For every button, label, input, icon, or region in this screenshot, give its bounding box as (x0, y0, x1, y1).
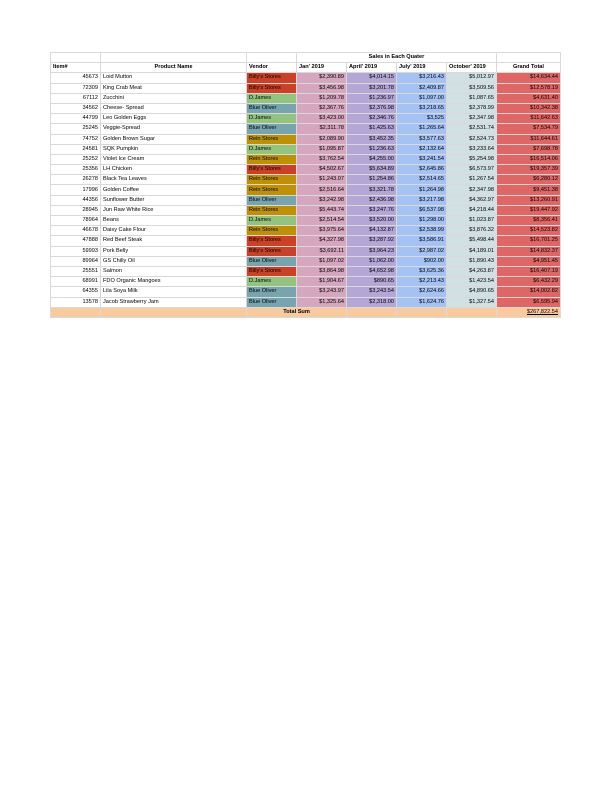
cell-product: Sunflower Butter (101, 195, 247, 205)
table-row (51, 103, 561, 113)
group-header-row (51, 53, 561, 63)
cell-item: 26278 (51, 175, 101, 185)
cell-q4: $4,362.97 (447, 195, 497, 205)
cell-q2: $3,287.92 (347, 236, 397, 246)
cell-q1: $2,367.76 (297, 103, 347, 113)
cell-q4: $2,347.98 (447, 114, 497, 124)
cell-product: Red Beef Steak (101, 236, 247, 246)
cell-total: $8,356.41 (497, 216, 561, 226)
cell-total: $13,260.91 (497, 195, 561, 205)
table-row (51, 154, 561, 164)
cell-q1: $2,390.89 (297, 73, 347, 83)
cell-product: Lila Soya Milk (101, 287, 247, 297)
cell-q3: $3,217.98 (397, 195, 447, 205)
cell-vendor: Billy's Stores (247, 83, 297, 93)
cell-total: $6,432.29 (497, 277, 561, 287)
cell-q3: $2,514.65 (397, 175, 447, 185)
cell-vendor: Billy's Stores (247, 266, 297, 276)
cell-total: $9,451.38 (497, 185, 561, 195)
cell-vendor: Billy's Stores (247, 246, 297, 256)
cell-total: $14,832.37 (497, 246, 561, 256)
cell-q2: $1,254.86 (347, 175, 397, 185)
cell-q4: $1,327.54 (447, 297, 497, 307)
cell-q4: $4,218.44 (447, 205, 497, 215)
cell-vendor: Billy's Stores (247, 73, 297, 83)
cell-q4: $3,876.32 (447, 226, 497, 236)
cell-total: $14,634.44 (497, 73, 561, 83)
cell-q2: $1,236.97 (347, 93, 397, 103)
table-row (51, 277, 561, 287)
header-total: Grand Total (497, 63, 561, 73)
cell-q2: $3,243.54 (347, 287, 397, 297)
cell-q3: $3,216.43 (397, 73, 447, 83)
cell-q2: $1,425.63 (347, 124, 397, 134)
cell-q2: $2,318.00 (347, 297, 397, 307)
cell-item: 46678 (51, 226, 101, 236)
table-row (51, 216, 561, 226)
cell-q3: $1,265.64 (397, 124, 447, 134)
table-row (51, 185, 561, 195)
cell-q3: $2,987.02 (397, 246, 447, 256)
cell-q1: $3,456.98 (297, 83, 347, 93)
cell-q4: $2,347.98 (447, 185, 497, 195)
cell-product: LH Chicken (101, 165, 247, 175)
cell-q1: $1,243.07 (297, 175, 347, 185)
cell-item: 45673 (51, 73, 101, 83)
cell-q4: $5,498.44 (447, 236, 497, 246)
cell-q4: $1,267.54 (447, 175, 497, 185)
table-row (51, 195, 561, 205)
cell-item: 78964 (51, 216, 101, 226)
cell-vendor: Blue Oliver (247, 287, 297, 297)
cell-product: Salmon (101, 266, 247, 276)
cell-total: $19,447.92 (497, 205, 561, 215)
cell-vendor: D.James (247, 144, 297, 154)
cell-q3: $1,264.98 (397, 185, 447, 195)
cell-vendor: D.James (247, 277, 297, 287)
cell-q1: $5,443.74 (297, 205, 347, 215)
cell-q1: $3,423.00 (297, 114, 347, 124)
header-q4: October' 2019 (447, 63, 497, 73)
cell-vendor: Billy's Stores (247, 236, 297, 246)
cell-q2: $3,520.00 (347, 216, 397, 226)
cell-q4: $6,573.97 (447, 165, 497, 175)
cell-q4: $5,012.97 (447, 73, 497, 83)
cell-q4: $2,524.73 (447, 134, 497, 144)
cell-total: $16,701.25 (497, 236, 561, 246)
cell-item: 25551 (51, 266, 101, 276)
cell-product: SQK Pumpkin (101, 144, 247, 154)
table-row (51, 83, 561, 93)
table-row (51, 124, 561, 134)
cell-q3: $6,537.98 (397, 205, 447, 215)
cell-product: Loid Mutton (101, 73, 247, 83)
cell-q2: $3,247.76 (347, 205, 397, 215)
cell-q4: $2,378.99 (447, 103, 497, 113)
table-row (51, 165, 561, 175)
table-row (51, 246, 561, 256)
cell-item: 67112 (51, 93, 101, 103)
cell-total: $7,698.78 (497, 144, 561, 154)
cell-q3: $3,241.54 (397, 154, 447, 164)
cell-product: Black Tea Leaves (101, 175, 247, 185)
cell-vendor: Rein Stores (247, 205, 297, 215)
cell-vendor: Rein Stores (247, 134, 297, 144)
cell-q1: $3,692.11 (297, 246, 347, 256)
cell-q4: $1,087.65 (447, 93, 497, 103)
cell-total: $7,534.79 (497, 124, 561, 134)
total-row (51, 307, 561, 317)
cell-q3: $2,645.86 (397, 165, 447, 175)
cell-q3: $902.00 (397, 256, 447, 266)
cell-item: 25356 (51, 165, 101, 175)
cell-q3: $3,577.63 (397, 134, 447, 144)
cell-q2: $2,346.76 (347, 114, 397, 124)
header-q2: April' 2019 (347, 63, 397, 73)
cell-item: 74752 (51, 134, 101, 144)
cell-total: $14,002.82 (497, 287, 561, 297)
cell-q2: $4,652.98 (347, 266, 397, 276)
cell-q2: $3,452.35 (347, 134, 397, 144)
table-row (51, 144, 561, 154)
cell-q2: $2,376.98 (347, 103, 397, 113)
cell-q2: $890.65 (347, 277, 397, 287)
table-row (51, 114, 561, 124)
cell-product: Golden Brown Sugar (101, 134, 247, 144)
cell-q1: $1,095.87 (297, 144, 347, 154)
cell-q2: $4,255.00 (347, 154, 397, 164)
cell-vendor: Blue Oliver (247, 195, 297, 205)
cell-product: FDO Organic Mangoes (101, 277, 247, 287)
cell-vendor: Blue Oliver (247, 256, 297, 266)
cell-total: $4,631.40 (497, 93, 561, 103)
cell-product: Cheese- Spread (101, 103, 247, 113)
cell-item: 64355 (51, 287, 101, 297)
cell-total: $12,578.19 (497, 83, 561, 93)
header-vendor: Vendor (247, 63, 297, 73)
cell-q2: $5,634.89 (347, 165, 397, 175)
cell-total: $6,595.94 (497, 297, 561, 307)
cell-q4: $4,890.65 (447, 287, 497, 297)
cell-product: King Crab Meat (101, 83, 247, 93)
total-value: $267,822.54 (497, 307, 561, 317)
table-row (51, 175, 561, 185)
cell-q1: $1,209.78 (297, 93, 347, 103)
cell-q1: $3,975.64 (297, 226, 347, 236)
cell-q1: $2,516.64 (297, 185, 347, 195)
cell-total: $16,407.19 (497, 266, 561, 276)
cell-q3: $3,625.36 (397, 266, 447, 276)
cell-q1: $1,904.67 (297, 277, 347, 287)
cell-vendor: Rein Stores (247, 185, 297, 195)
cell-item: 34562 (51, 103, 101, 113)
cell-product: Golden Coffee (101, 185, 247, 195)
sales-table (50, 52, 561, 318)
cell-vendor: Rein Stores (247, 175, 297, 185)
cell-q3: $1,298.00 (397, 216, 447, 226)
cell-q4: $1,890.43 (447, 256, 497, 266)
cell-q2: $4,132.87 (347, 226, 397, 236)
cell-product: Zucchini (101, 93, 247, 103)
cell-total: $11,644.61 (497, 134, 561, 144)
cell-q2: $3,964.23 (347, 246, 397, 256)
cell-q2: $2,436.98 (347, 195, 397, 205)
cell-q4: $5,254.98 (447, 154, 497, 164)
group-header: Sales in Each Quater (297, 53, 497, 63)
cell-q2: $1,236.63 (347, 144, 397, 154)
cell-item: 89964 (51, 256, 101, 266)
table-row (51, 266, 561, 276)
cell-q1: $1,325.64 (297, 297, 347, 307)
cell-product: Veggie-Spread (101, 124, 247, 134)
cell-q2: $3,201.78 (347, 83, 397, 93)
cell-q1: $4,327.98 (297, 236, 347, 246)
table-row (51, 134, 561, 144)
table-row (51, 287, 561, 297)
header-item: Item# (51, 63, 101, 73)
table-row (51, 93, 561, 103)
cell-product: Pork Belly (101, 246, 247, 256)
header-q3: July' 2019 (397, 63, 447, 73)
cell-item: 25252 (51, 154, 101, 164)
cell-q1: $3,243.97 (297, 287, 347, 297)
cell-q4: $4,263.87 (447, 266, 497, 276)
cell-item: 25245 (51, 124, 101, 134)
cell-total: $16,514.06 (497, 154, 561, 164)
cell-item: 24581 (51, 144, 101, 154)
cell-item: 44356 (51, 195, 101, 205)
table-row (51, 226, 561, 236)
cell-vendor: Rein Stores (247, 226, 297, 236)
cell-q4: $1,423.54 (447, 277, 497, 287)
total-label: Total Sum (247, 307, 347, 317)
cell-product: Jun Raw White Rice (101, 205, 247, 215)
cell-item: 47888 (51, 236, 101, 246)
table-row (51, 236, 561, 246)
cell-q1: $3,864.98 (297, 266, 347, 276)
column-header-row (51, 63, 561, 73)
cell-total: $4,951.45 (497, 256, 561, 266)
cell-item: 17996 (51, 185, 101, 195)
cell-vendor: Blue Oliver (247, 297, 297, 307)
cell-total: $14,523.82 (497, 226, 561, 236)
cell-q3: $3,218.65 (397, 103, 447, 113)
cell-q3: $3,525 (397, 114, 447, 124)
cell-vendor: D.James (247, 114, 297, 124)
cell-item: 59993 (51, 246, 101, 256)
cell-q1: $3,242.98 (297, 195, 347, 205)
cell-vendor: Rein Stores (247, 154, 297, 164)
cell-q3: $2,538.99 (397, 226, 447, 236)
cell-q4: $3,233.64 (447, 144, 497, 154)
cell-item: 72309 (51, 83, 101, 93)
cell-q3: $2,409.87 (397, 83, 447, 93)
cell-q2: $4,014.15 (347, 73, 397, 83)
cell-q4: $1,023.87 (447, 216, 497, 226)
cell-product: Daisy Cake Flour (101, 226, 247, 236)
cell-q2: $3,321.78 (347, 185, 397, 195)
cell-q1: $2,311.78 (297, 124, 347, 134)
cell-item: 68991 (51, 277, 101, 287)
cell-vendor: Billy's Stores (247, 165, 297, 175)
cell-q2: $1,062.00 (347, 256, 397, 266)
cell-q1: $2,514.54 (297, 216, 347, 226)
cell-total: $10,342.38 (497, 103, 561, 113)
cell-item: 44799 (51, 114, 101, 124)
cell-q1: $2,089.90 (297, 134, 347, 144)
cell-q3: $2,624.66 (397, 287, 447, 297)
cell-vendor: D.James (247, 93, 297, 103)
cell-q3: $3,586.91 (397, 236, 447, 246)
cell-total: $19,357.39 (497, 165, 561, 175)
cell-product: Jacob Strawberry Jam (101, 297, 247, 307)
table-row (51, 297, 561, 307)
cell-q4: $4,189.01 (447, 246, 497, 256)
header-product: Product Name (101, 63, 247, 73)
cell-q3: $1,624.76 (397, 297, 447, 307)
cell-product: Leo Golden Eggs (101, 114, 247, 124)
table-row (51, 256, 561, 266)
cell-product: Violet Ice Cream (101, 154, 247, 164)
cell-q4: $2,531.74 (447, 124, 497, 134)
cell-vendor: Blue Oliver (247, 124, 297, 134)
header-q1: Jan' 2019 (297, 63, 347, 73)
cell-q4: $3,509.56 (447, 83, 497, 93)
cell-vendor: D.James (247, 216, 297, 226)
cell-total: $6,280.12 (497, 175, 561, 185)
cell-q3: $2,213.43 (397, 277, 447, 287)
cell-total: $11,642.63 (497, 114, 561, 124)
cell-product: Beans (101, 216, 247, 226)
cell-vendor: Blue Oliver (247, 103, 297, 113)
cell-q1: $4,502.67 (297, 165, 347, 175)
cell-q3: $1,097.00 (397, 93, 447, 103)
cell-q1: $1,097.02 (297, 256, 347, 266)
cell-item: 13578 (51, 297, 101, 307)
cell-q3: $2,132.64 (397, 144, 447, 154)
cell-q1: $3,762.54 (297, 154, 347, 164)
cell-product: GS Chilly Oil (101, 256, 247, 266)
table-row (51, 73, 561, 83)
cell-item: 28945 (51, 205, 101, 215)
table-row (51, 205, 561, 215)
